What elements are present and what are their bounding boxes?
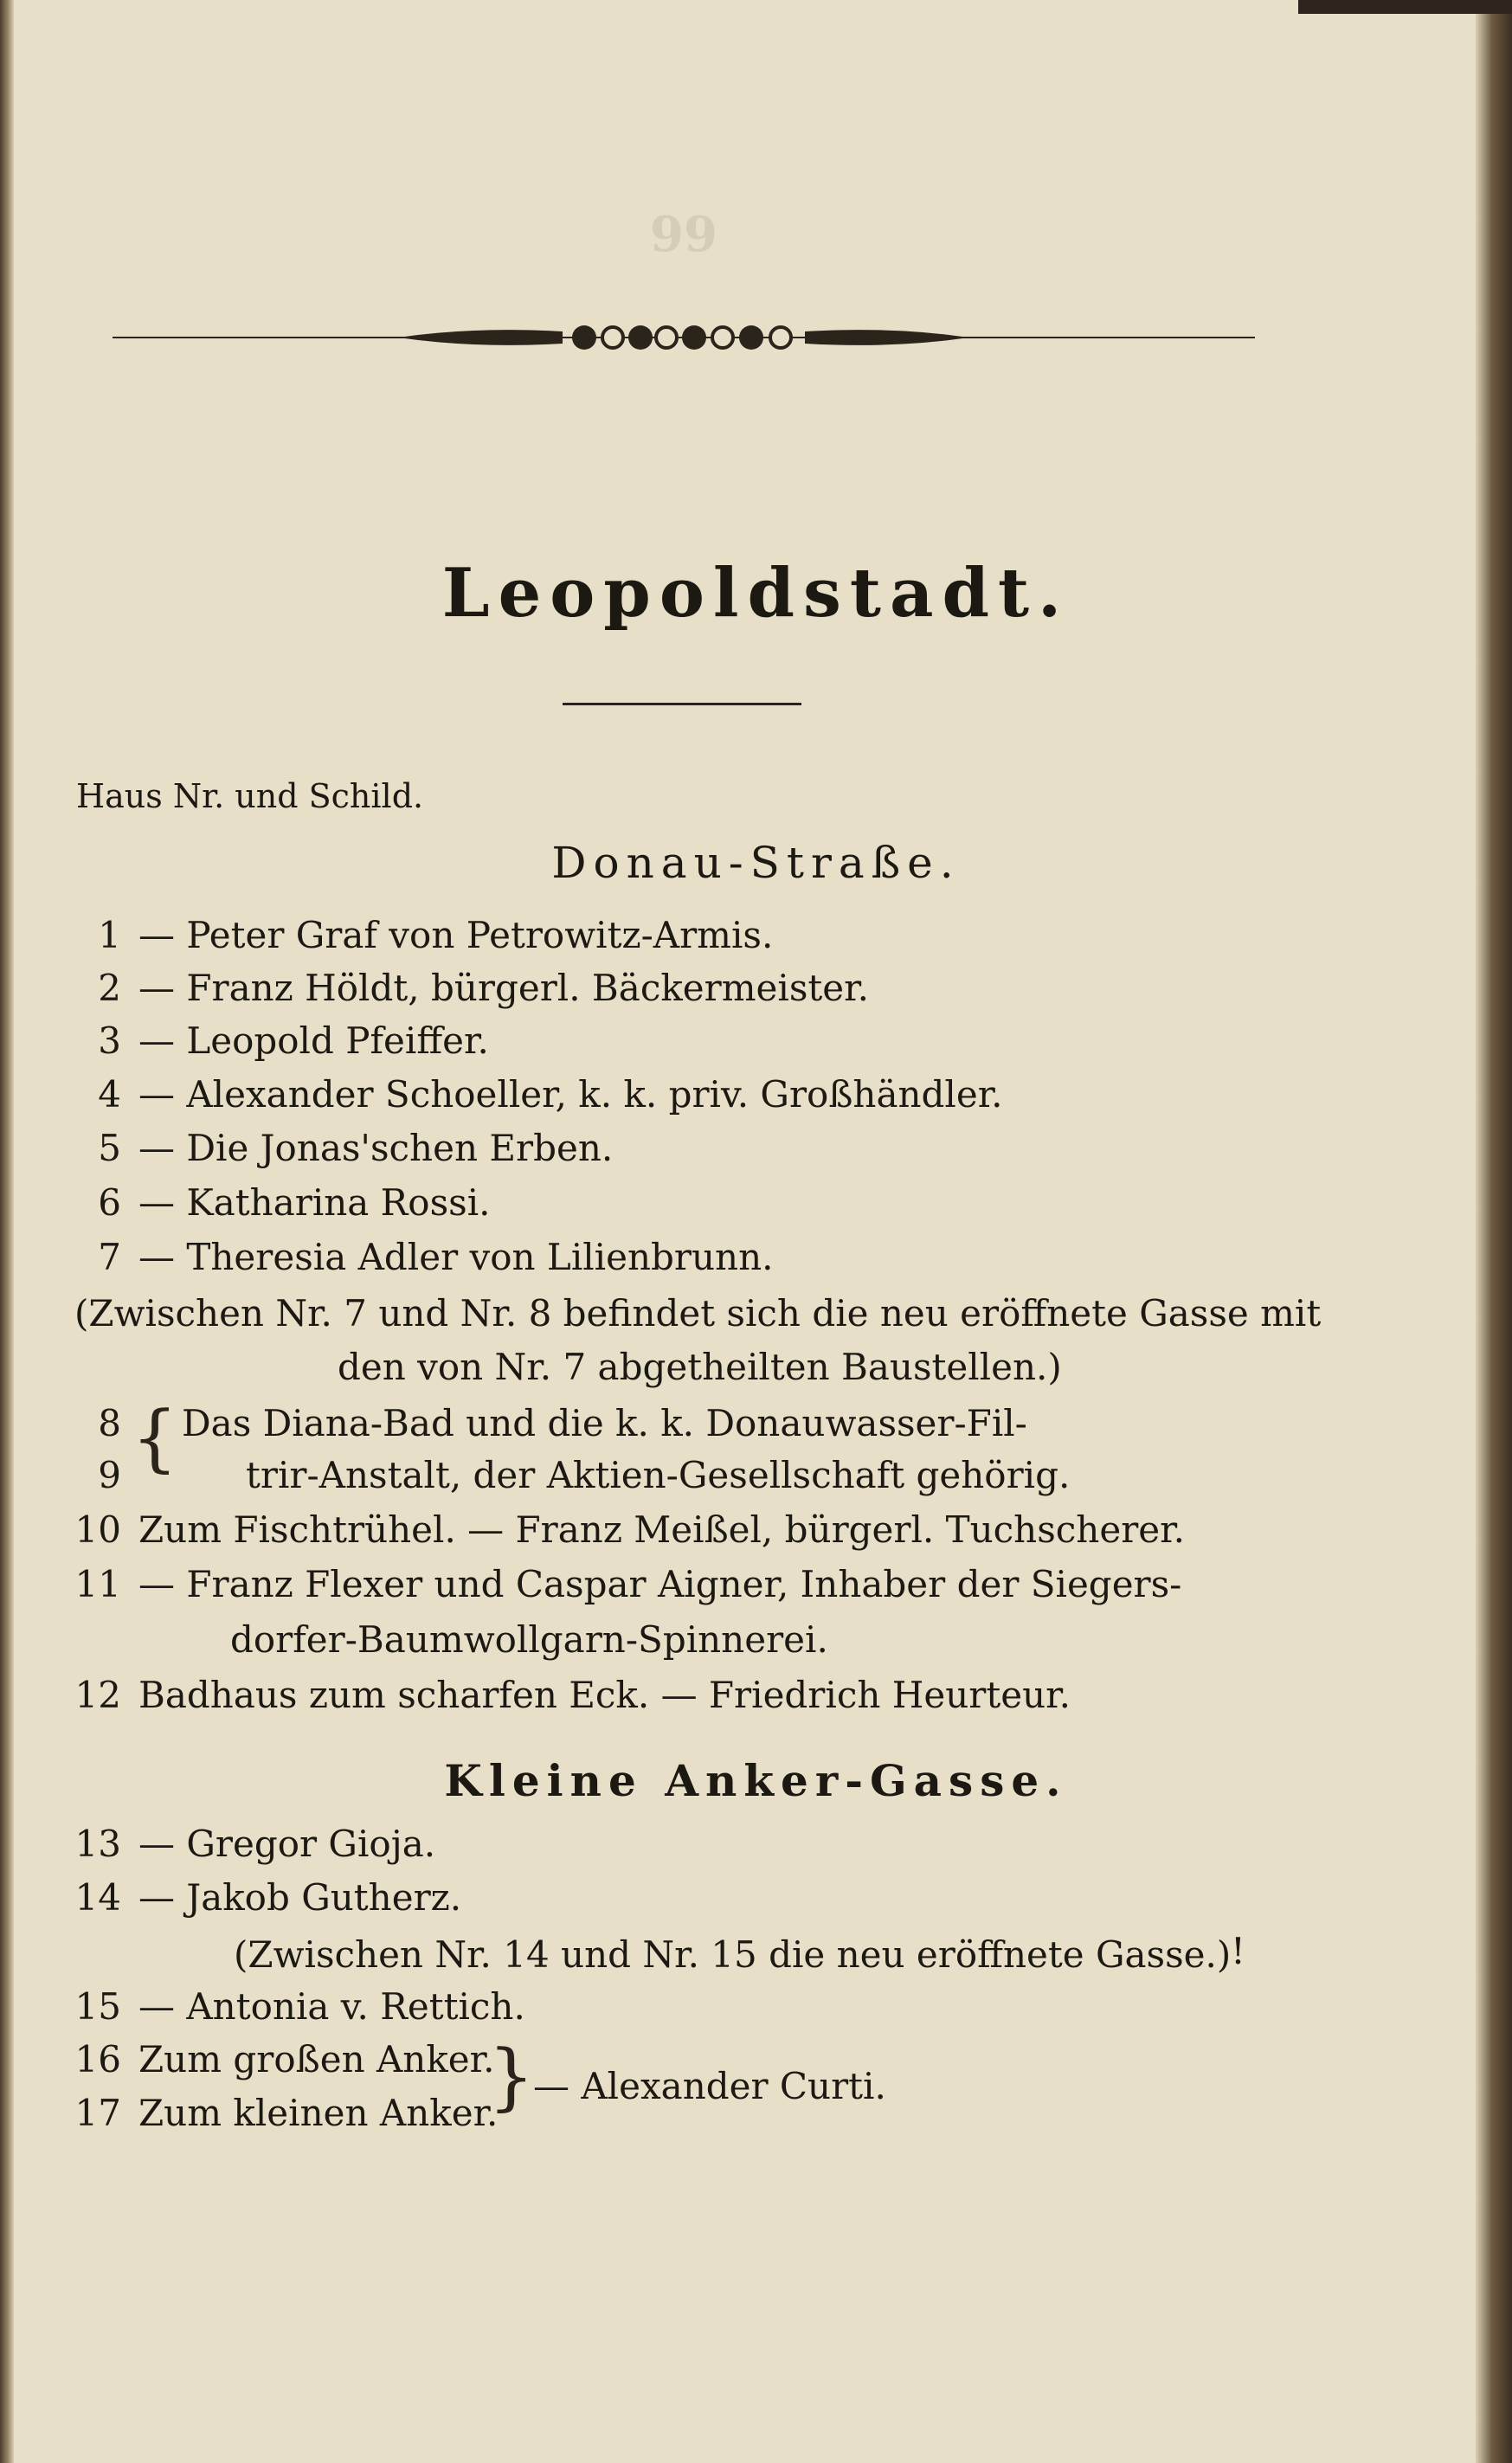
entry-text: Badhaus zum scharfen Eck. — Friedrich Heurteur.: [138, 1674, 1071, 1716]
house-number: 13: [74, 1823, 121, 1865]
brace-mark: {: [132, 1395, 178, 1480]
house-number: 6: [98, 1181, 121, 1224]
page-right-edge: [1476, 0, 1512, 2463]
house-number: 1: [98, 914, 121, 956]
ornament-divider: [113, 316, 1255, 359]
note-line: den von Nr. 7 abgetheilten Baustellen.): [338, 1346, 1062, 1388]
entry-text: — Die Jonas'schen Erben.: [138, 1127, 614, 1169]
house-number: 15: [74, 1985, 121, 2028]
column-header: Haus Nr. und Schild.: [76, 777, 424, 815]
note-line: (Zwischen Nr. 7 und Nr. 8 befindet sich die neu eröffnete Gasse mit: [74, 1292, 1322, 1334]
entry-text: Zum Fischtrühel. — Franz Meißel, bürgerl. Tuchscherer.: [138, 1508, 1185, 1551]
entry-text: — Gregor Gioja.: [138, 1823, 436, 1865]
house-number: 14: [74, 1876, 121, 1919]
page-top-edge: [1298, 0, 1512, 14]
page-title: Leopoldstadt.: [441, 554, 1071, 633]
house-number: 2: [98, 967, 121, 1009]
margin-mark: !: [1231, 1930, 1245, 1972]
entry-text: — Theresia Adler von Lilienbrunn.: [138, 1236, 774, 1278]
house-number: 11: [74, 1563, 121, 1605]
house-number: 5: [98, 1127, 121, 1169]
entry-text: — Alexander Curti.: [533, 2065, 886, 2107]
entry-text: Zum kleinen Anker.: [138, 2092, 499, 2134]
house-number: 16: [74, 2038, 121, 2080]
house-number: 8: [98, 1402, 121, 1444]
house-number: 10: [74, 1508, 121, 1551]
house-number: 7: [98, 1236, 121, 1278]
entry-text: — Franz Höldt, bürgerl. Bäckermeister.: [138, 967, 869, 1009]
entry-text: — Katharina Rossi.: [138, 1181, 491, 1224]
entry-text: — Antonia v. Rettich.: [138, 1985, 525, 2028]
ghost-page-number: 99: [650, 206, 717, 263]
entry-continuation: dorfer-Baumwollgarn-Spinnerei.: [230, 1618, 828, 1661]
entry-text: — Alexander Schoeller, k. k. priv. Großhändler.: [138, 1073, 1003, 1116]
section-heading: Donau-Straße.: [551, 838, 961, 888]
entry-text: — Leopold Pfeiffer.: [138, 1019, 489, 1062]
page-left-edge: [0, 0, 14, 2463]
section-heading: Kleine Anker-Gasse.: [444, 1755, 1068, 1806]
entry-text: Das Diana-Bad und die k. k. Donauwasser-Fil-: [182, 1402, 1027, 1444]
brace-mark: }: [488, 2034, 535, 2119]
house-number: 9: [98, 1454, 121, 1496]
entry-text: Zum großen Anker.: [138, 2038, 495, 2080]
house-number: 17: [74, 2092, 121, 2134]
entry-text: — Jakob Gutherz.: [138, 1876, 462, 1919]
entry-text: trir-Anstalt, der Aktien-Gesellschaft gehörig.: [246, 1454, 1071, 1496]
note-line: (Zwischen Nr. 14 und Nr. 15 die neu eröffnete Gasse.): [234, 1933, 1232, 1976]
title-underline: [563, 703, 801, 705]
house-number: 12: [74, 1674, 121, 1716]
entry-text: — Franz Flexer und Caspar Aigner, Inhaber der Siegers-: [138, 1563, 1182, 1605]
house-number: 3: [98, 1019, 121, 1062]
house-number: 4: [98, 1073, 121, 1116]
entry-text: — Peter Graf von Petrowitz-Armis.: [138, 914, 774, 956]
